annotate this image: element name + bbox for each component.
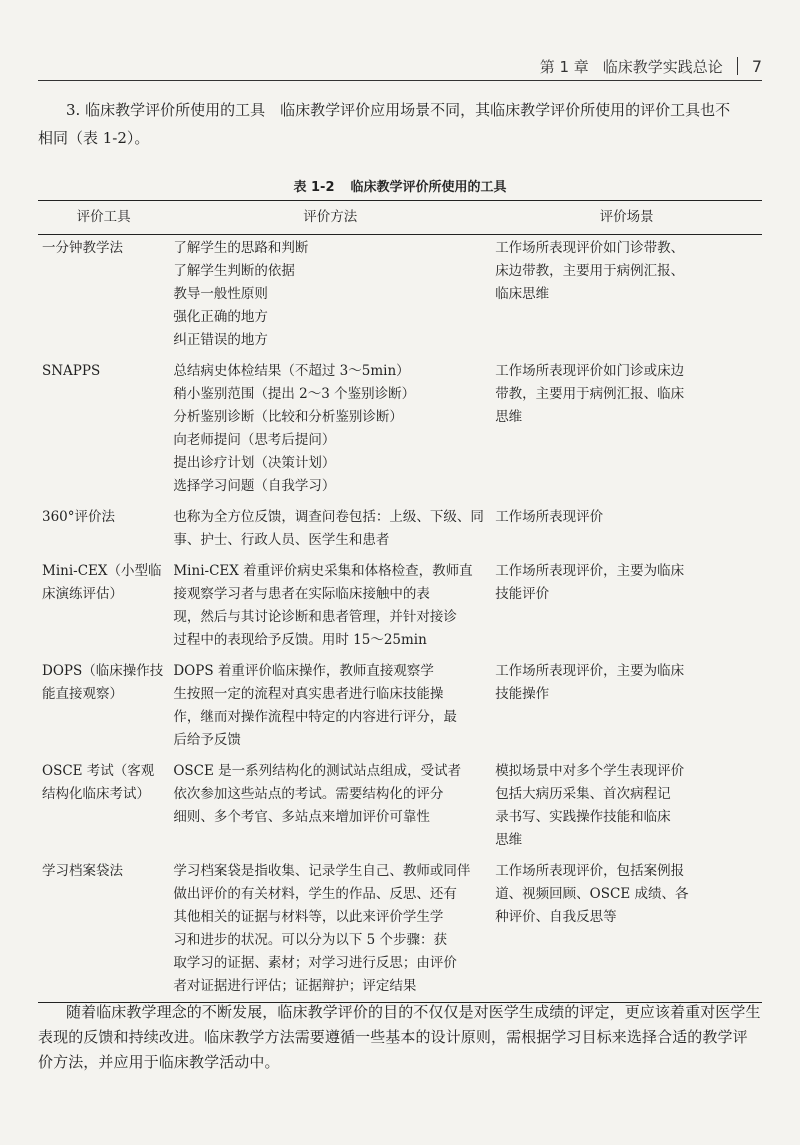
cell-tool: SNAPPS	[42, 363, 101, 379]
cell-method	[169, 658, 491, 758]
cell-tool: 一分钟教学法	[42, 240, 123, 256]
scene-line: 种评价、自我反思等	[495, 909, 617, 925]
closing-paragraph: 随着临床教学理念的不断发展，临床教学评价的目的不仅仅是对医学生成绩的评定，更应该着重对医学生表现的反馈和持续改进。临床教学方法需要遵循一些基本的设计原则，需根据学习目标来选择合适的教学评价方法，并应用于临床教学活动中。	[38, 1003, 761, 1071]
scene-line: 包括大病历采集、首次病程记	[495, 786, 671, 802]
scene-line: 工作场所表现评价	[495, 509, 604, 525]
cell-tool: DOPS（临床操作技能直接观察）	[42, 663, 164, 702]
scene-line: 思维	[495, 409, 523, 425]
scene-line: 工作场所表现评价如门诊或床边	[495, 363, 685, 379]
method-line: OSCE 是一系列结构化的测试站点组成，受试者	[173, 763, 462, 779]
method-line: 了解学生判断的依据	[173, 263, 295, 279]
scene-line: 工作场所表现评价，主要为临床	[495, 563, 685, 579]
method-line: 提出诊疗计划（决策计划）	[173, 455, 336, 471]
page-header	[38, 52, 762, 81]
cell-method	[169, 758, 491, 858]
column-header-scene: 评价场景	[491, 201, 762, 235]
header-divider	[737, 57, 738, 75]
cell-method	[169, 358, 491, 504]
scene-line: 思维	[495, 832, 523, 848]
method-line: 现，然后与其讨论诊断和患者管理，并针对接诊	[173, 609, 457, 625]
cell-scene	[491, 358, 762, 504]
scene-line: 工作场所表现评价，包括案例报	[495, 863, 685, 879]
method-line: 接观察学习者与患者在实际临床接触中的表	[173, 586, 430, 602]
scene-line: 床边带教，主要用于病例汇报、	[495, 263, 685, 279]
table-body	[38, 235, 762, 1003]
method-line: 依次参加这些站点的考试。需要结构化的评分	[173, 786, 444, 802]
method-line: 学习档案袋是指收集、记录学生自己、教师或同伴	[173, 863, 471, 879]
cell-method	[169, 235, 491, 359]
table-header	[38, 201, 762, 235]
scene-line: 工作场所表现评价，主要为临床	[495, 663, 685, 679]
method-line: 向老师提问（思考后提问）	[173, 432, 336, 448]
cell-scene	[491, 758, 762, 858]
method-line: 者对证据进行评估；证据辩护；评定结果	[173, 978, 417, 994]
table-row	[38, 235, 762, 359]
method-line: 细则、多个考官、多站点来增加评价可靠性	[173, 809, 430, 825]
method-line: 习和进步的状况。可以分为以下 5 个步骤：获	[173, 932, 448, 948]
scene-line: 带教，主要用于病例汇报、临床	[495, 386, 685, 402]
cell-tool: OSCE 考试（客观结构化临床考试）	[42, 763, 155, 802]
method-line: Mini-CEX 着重评价病史采集和体格检查，教师直	[173, 563, 473, 579]
method-line: 生按照一定的流程对真实患者进行临床技能操	[173, 686, 444, 702]
method-line: 取学习的证据、素材；对学习进行反思；由评价	[173, 955, 457, 971]
scene-line: 技能评价	[495, 586, 550, 602]
cell-scene	[491, 558, 762, 658]
cell-tool: 学习档案袋法	[38, 858, 169, 1003]
method-line: 也称为全方位反馈，调查问卷包括：上级、下级、同	[173, 509, 484, 525]
cell-scene	[491, 858, 762, 1003]
cell-method	[169, 558, 491, 658]
cell-scene	[491, 658, 762, 758]
table-caption	[0, 176, 800, 195]
method-line: 做出评价的有关材料，学生的作品、反思、还有	[173, 886, 457, 902]
table-row	[38, 858, 762, 1003]
method-line: 过程中的表现给予反馈。用时 15～25min	[173, 632, 427, 648]
method-line: 事、护士、行政人员、医学生和患者	[173, 532, 390, 548]
method-line: 了解学生的思路和判断	[173, 240, 309, 256]
method-line: 作，继而对操作流程中特定的内容进行评分，最	[173, 709, 457, 725]
intro-paragraph: 3. 临床教学评价所使用的工具 临床教学评价应用场景不同，其临床教学评价所使用的评价工具也不相同（表 1-2）。	[38, 101, 731, 147]
method-line: 纠正错误的地方	[173, 332, 268, 348]
method-line: 总结病史体检结果（不超过 3～5min）	[173, 363, 410, 379]
chapter-title: 临床教学实践总论	[602, 57, 723, 76]
table-row	[38, 758, 762, 858]
table-row	[38, 358, 762, 504]
method-line: 教导一般性原则	[173, 286, 268, 302]
column-header-method: 评价方法	[169, 201, 491, 235]
method-line: 稍小鉴别范围（提出 2～3 个鉴别诊断）	[173, 386, 416, 402]
scene-line: 道、视频回顾、OSCE 成绩、各	[495, 886, 689, 902]
method-line: DOPS 着重评价临床操作，教师直接观察学	[173, 663, 434, 679]
evaluation-tools-table	[38, 200, 762, 1003]
table-caption-title: 临床教学评价所使用的工具	[350, 180, 507, 195]
method-line: 后给予反馈	[173, 732, 241, 748]
table-caption-id: 表 1-2	[293, 180, 335, 195]
cell-tool: 360°评价法	[42, 509, 116, 525]
table-row	[38, 504, 762, 558]
cell-method	[169, 504, 491, 558]
cell-tool: Mini-CEX（小型临床演练评估）	[42, 563, 162, 602]
cell-scene	[491, 235, 762, 359]
chapter-number: 第 1 章	[539, 57, 589, 76]
scene-line: 模拟场景中对多个学生表现评价	[495, 763, 685, 779]
table-row	[38, 658, 762, 758]
scene-line: 临床思维	[495, 286, 550, 302]
method-line: 其他相关的证据与材料等，以此来评价学生学	[173, 909, 444, 925]
page-number: 7	[751, 56, 762, 76]
scene-line: 录书写、实践操作技能和临床	[495, 809, 671, 825]
method-line: 分析鉴别诊断（比较和分析鉴别诊断）	[173, 409, 403, 425]
table-row	[38, 558, 762, 658]
method-line: 选择学习问题（自我学习）	[173, 478, 336, 494]
scene-line: 工作场所表现评价如门诊带教、	[495, 240, 685, 256]
method-line: 强化正确的地方	[173, 309, 268, 325]
cell-scene	[491, 504, 762, 558]
column-header-tool: 评价工具	[38, 201, 169, 235]
scene-line: 技能操作	[495, 686, 550, 702]
cell-method	[169, 858, 491, 1003]
